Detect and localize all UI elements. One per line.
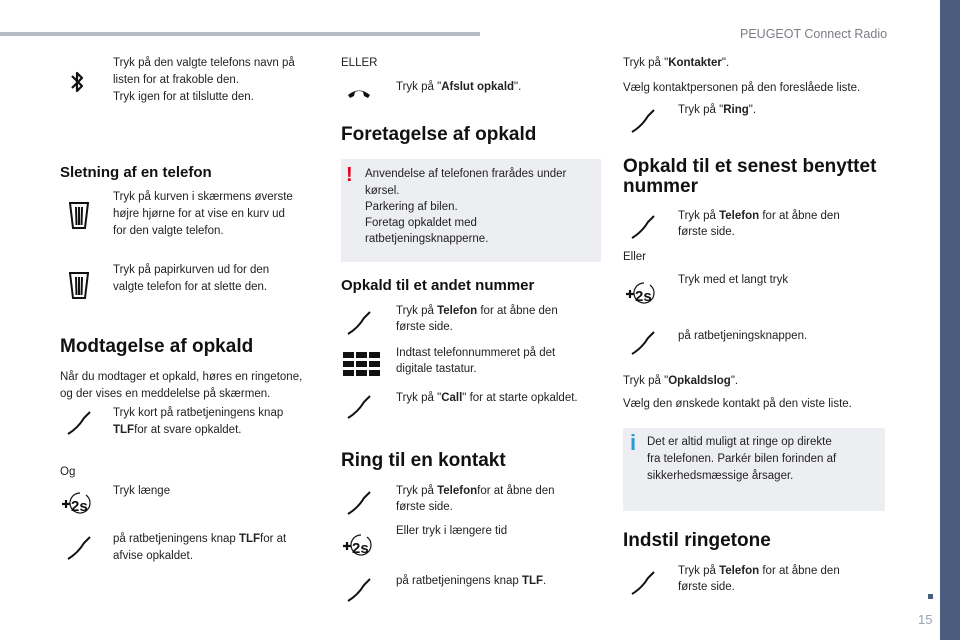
two-second-press-icon <box>337 532 381 562</box>
choose-log-text: Vælg den ønskede kontakt på den viste liste. <box>623 398 852 410</box>
heading-recent-1: Opkald til et senest benyttet <box>623 156 877 177</box>
info-text-3: sikkerhedsmæssige årsager. <box>647 470 794 482</box>
info-icon: i <box>630 430 637 455</box>
tel2-text-1: Tryk på Telefonfor at åbne den <box>396 485 555 497</box>
reject-text-1: på ratbetjeningens knap TLFfor at <box>113 533 287 545</box>
press-icon <box>626 212 660 242</box>
running-header: PEUGEOT Connect Radio <box>740 27 888 41</box>
side-tab <box>940 0 960 640</box>
heading-receive-call: Modtagelse af opkald <box>60 336 254 357</box>
continue-marker <box>928 594 933 599</box>
log-text: Tryk på "Opkaldslog". <box>623 375 739 387</box>
trash1-text-3: for den valgte telefon. <box>113 225 224 237</box>
press-icon <box>62 408 96 438</box>
long-press-text: Tryk længe <box>113 485 171 497</box>
short-text-2: TLFfor at svare opkaldet. <box>113 424 242 436</box>
press-icon <box>342 392 376 422</box>
hang-up-icon <box>342 78 376 108</box>
press-icon <box>62 533 96 563</box>
tel-text-1: Tryk på Telefon for at åbne den <box>678 210 840 222</box>
svg-text:2s: 2s <box>635 288 652 305</box>
trash1-text-2: højre hjørne for at vise en kurv ud <box>113 208 285 220</box>
two-second-press-icon <box>620 280 664 310</box>
contacts-text: Tryk på "Kontakter". <box>623 57 730 69</box>
heading-call-contact: Ring til en kontakt <box>341 450 506 471</box>
trash2-text-1: Tryk på papirkurven ud for den <box>113 264 270 276</box>
press-icon <box>626 568 660 598</box>
press-icon <box>342 575 376 605</box>
long-press-text: Tryk med et langt tryk <box>678 274 789 286</box>
og-text: Og <box>60 466 76 478</box>
ring-text: Tryk på "Ring". <box>678 104 757 116</box>
end-call-text: Tryk på "Afslut opkald". <box>396 81 522 93</box>
tel-text-1: Tryk på Telefon for at åbne den <box>396 305 558 317</box>
trash-icon <box>62 270 96 300</box>
short-text-1: Tryk kort på ratbetjeningens knap <box>113 407 284 419</box>
info-text-1: Det er altid muligt at ringe op direkte <box>647 436 832 448</box>
tel-text-2: første side. <box>396 321 453 333</box>
choose-contact-text: Vælg kontaktpersonen på den foreslåede liste. <box>623 82 861 94</box>
heading-recent-2: nummer <box>623 176 698 197</box>
eller-text: Eller <box>623 251 647 263</box>
heading-ringtone: Indstil ringetone <box>623 530 771 551</box>
keypad-text-1: Indtast telefonnummeret på det <box>396 347 556 359</box>
trash1-text-1: Tryk på kurven i skærmens øverste <box>113 191 293 203</box>
reject-text-2: afvise opkaldet. <box>113 550 193 562</box>
press-icon <box>626 106 660 136</box>
press-icon <box>342 308 376 338</box>
receive-text-1: Når du modtager et opkald, høres en ringetone, <box>60 371 303 383</box>
top-rule <box>0 32 480 36</box>
bluetooth-icon <box>60 67 94 97</box>
trash2-text-2: valgte telefon for at slette den. <box>113 281 268 293</box>
svg-text:2s: 2s <box>352 540 369 557</box>
call-text: Tryk på "Call" for at starte opkaldet. <box>396 392 578 404</box>
warn-text-4: Foretag opkaldet med <box>365 217 477 229</box>
two-second-press-icon <box>56 490 100 520</box>
tel3-text-2: første side. <box>678 581 735 593</box>
warning-icon: ! <box>346 164 353 186</box>
heading-delete-phone: Sletning af en telefon <box>60 164 212 181</box>
receive-text-2: og der vises en meddelelse på skærmen. <box>60 388 271 400</box>
bt-text-2: listen for at frakoble den. <box>113 74 239 86</box>
tlf-text: på ratbetjeningens knap TLF. <box>396 575 547 587</box>
press-icon <box>342 488 376 518</box>
tel2-text-2: første side. <box>396 501 453 513</box>
tel-text-2: første side. <box>678 226 735 238</box>
tel3-text-1: Tryk på Telefon for at åbne den <box>678 565 840 577</box>
press-icon <box>626 328 660 358</box>
warn-text-5: ratbetjeningsknapperne. <box>365 233 489 245</box>
info-text-2: fra telefonen. Parkér bilen forinden af <box>647 453 837 465</box>
warn-text-2: kørsel. <box>365 185 400 197</box>
bt-text-1: Tryk på den valgte telefons navn på <box>113 57 295 69</box>
longer-press-text: Eller tryk i længere tid <box>396 525 508 537</box>
trash-icon <box>62 200 96 230</box>
eller-text: ELLER <box>341 57 378 69</box>
heading-make-call: Foretagelse af opkald <box>341 124 537 145</box>
warn-text-3: Parkering af bilen. <box>365 201 458 213</box>
keypad-icon <box>342 349 382 379</box>
svg-text:2s: 2s <box>71 498 88 515</box>
bt-text-3: Tryk igen for at tilslutte den. <box>113 91 254 103</box>
warn-text-1: Anvendelse af telefonen frarådes under <box>365 168 567 180</box>
wheel-text: på ratbetjeningsknappen. <box>678 330 808 342</box>
page-number: 15 <box>918 612 933 627</box>
heading-other-number: Opkald til et andet nummer <box>341 277 535 294</box>
keypad-text-2: digitale tastatur. <box>396 363 477 375</box>
